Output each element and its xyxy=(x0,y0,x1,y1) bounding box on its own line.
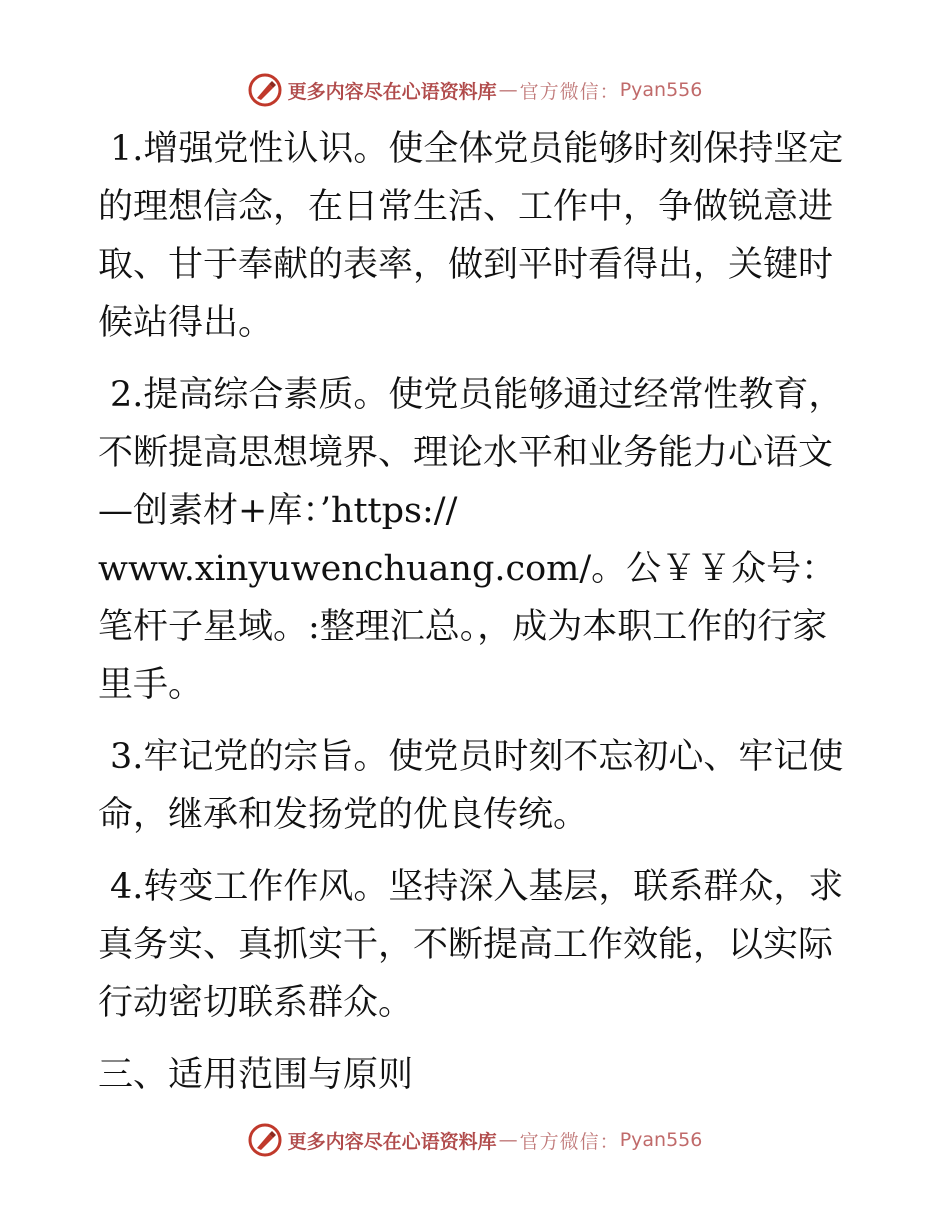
paragraph-1-text: 1.增强党性认识。使全体党员能够时刻保持坚定的理想信念，在日常生活、工作中，争做锐意进取、甘于奉献的表率，做到平时看得出，关键时候站得出。 xyxy=(98,129,844,343)
banner-official: 官方微信： xyxy=(519,1130,620,1153)
banner-brand: 更多内容尽在心语资料库 xyxy=(287,1130,497,1153)
watermark-banner-bottom xyxy=(0,1120,950,1160)
pen-logo-icon xyxy=(248,1123,282,1157)
pen-logo-icon xyxy=(248,73,282,107)
banner-dash: — xyxy=(498,1129,518,1151)
banner-brand: 更多内容尽在心语资料库 xyxy=(287,80,497,103)
banner-dash: — xyxy=(498,79,518,101)
paragraph-1 xyxy=(98,120,858,352)
section-heading xyxy=(98,1046,858,1104)
paragraph-4-text: 4.转变工作作风。坚持深入基层，联系群众，求真务实、真抓实干，不断提高工作效能，以实际行动密切联系群众。 xyxy=(98,867,844,1023)
paragraph-3 xyxy=(98,728,858,844)
document-body xyxy=(98,120,858,1104)
watermark-banner-top xyxy=(0,70,950,110)
paragraph-4 xyxy=(98,858,858,1032)
paragraph-3-text: 3.牢记党的宗旨。使党员时刻不忘初心、牢记使命，继承和发扬党的优良传统。 xyxy=(98,737,844,835)
banner-handle: Pyan556 xyxy=(619,79,703,101)
paragraph-2-text: 2.提高综合素质。使党员能够通过经常性教育，不断提高思想境界、理论水平和业务能力心语文—创素材+库：’https:// www.xinyuwenchuang.com/。公￥￥众号：笔杆子星域。:整理汇总。，成为本职工作的行家里手。 xyxy=(98,375,844,705)
banner-official: 官方微信： xyxy=(519,80,620,103)
section-heading-text: 三、适用范围与原则 xyxy=(98,1055,414,1095)
banner-handle: Pyan556 xyxy=(619,1129,703,1151)
paragraph-2 xyxy=(98,366,858,714)
